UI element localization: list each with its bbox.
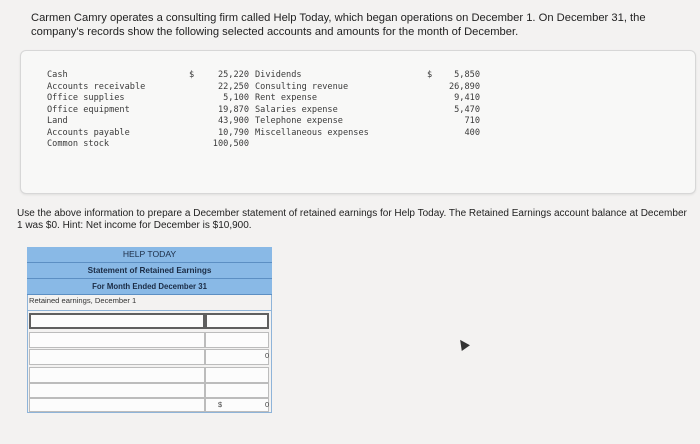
account-name: Rent expense [255, 93, 318, 103]
row-divider [27, 310, 272, 311]
account-name: Common stock [47, 139, 110, 149]
account-name: Accounts payable [47, 127, 130, 138]
label-input[interactable] [29, 332, 205, 348]
amount-input[interactable] [205, 313, 269, 329]
account-name: Office supplies [47, 93, 125, 103]
total-currency-symbol: $ [218, 400, 223, 409]
accounts-card [20, 50, 696, 194]
currency-symbol: $ [427, 70, 433, 80]
currency-symbol: $ [189, 70, 195, 80]
account-amount: 5,470 [454, 104, 480, 115]
amount-input[interactable] [205, 349, 269, 365]
account-name: Office equipment [47, 104, 130, 115]
label-input[interactable] [29, 349, 205, 365]
account-amount: 43,900 [217, 116, 249, 126]
label-input[interactable] [29, 367, 205, 383]
retained-earnings-statement [27, 247, 273, 418]
label-input[interactable] [29, 313, 205, 329]
amount-input[interactable] [205, 332, 269, 348]
account-amount: 10,790 [217, 127, 249, 138]
account-name: Dividends [255, 70, 302, 80]
amount-input[interactable] [205, 367, 269, 383]
right-currency-col [427, 70, 432, 82]
account-name: Land [47, 116, 68, 126]
account-amount: 100,500 [212, 139, 249, 149]
account-amount: 5,850 [454, 70, 480, 80]
right-amounts [435, 70, 480, 139]
label-input[interactable] [29, 383, 205, 398]
account-name: Consulting revenue [255, 81, 349, 92]
account-name: Telephone expense [255, 116, 343, 126]
subtotal-value: 0 [265, 351, 270, 360]
task-instructions: Use the above information to prepare a December statement of retained earnings for Help Today. The Retained Earnings account balance at December 1 was $0. Hint: Net income for December is $10,900. [17, 208, 687, 231]
account-name: Cash [47, 70, 68, 80]
left-currency-col [189, 70, 194, 82]
retained-earnings-dec1-label: Retained earnings, December 1 [29, 296, 137, 305]
account-amount: 25,220 [217, 70, 249, 80]
mouse-cursor-icon [456, 337, 470, 351]
company-name: HELP TODAY [27, 247, 272, 263]
statement-period: For Month Ended December 31 [27, 279, 272, 295]
account-name: Salaries expense [255, 104, 338, 115]
right-account-names [255, 70, 369, 139]
account-name: Accounts receivable [47, 81, 146, 92]
account-amount: 400 [464, 127, 480, 138]
account-amount: 710 [464, 116, 480, 126]
account-amount: 19,870 [217, 104, 249, 115]
label-input[interactable] [29, 398, 205, 412]
account-amount: 9,410 [454, 93, 480, 103]
amount-input[interactable] [205, 383, 269, 398]
statement-title: Statement of Retained Earnings [27, 263, 272, 279]
total-amount-input[interactable] [205, 398, 269, 412]
account-name: Miscellaneous expenses [255, 127, 369, 138]
total-value: 0 [265, 400, 270, 409]
left-amounts [201, 70, 249, 151]
account-amount: 5,100 [223, 93, 249, 103]
account-amount: 26,890 [448, 81, 480, 92]
account-amount: 22,250 [217, 81, 249, 92]
left-account-names [47, 70, 145, 151]
intro-text: Carmen Camry operates a consulting firm called Help Today, which began operations on December 1. On December 31, the company's records show the following selected accounts and amounts for the month of December. [31, 12, 646, 38]
